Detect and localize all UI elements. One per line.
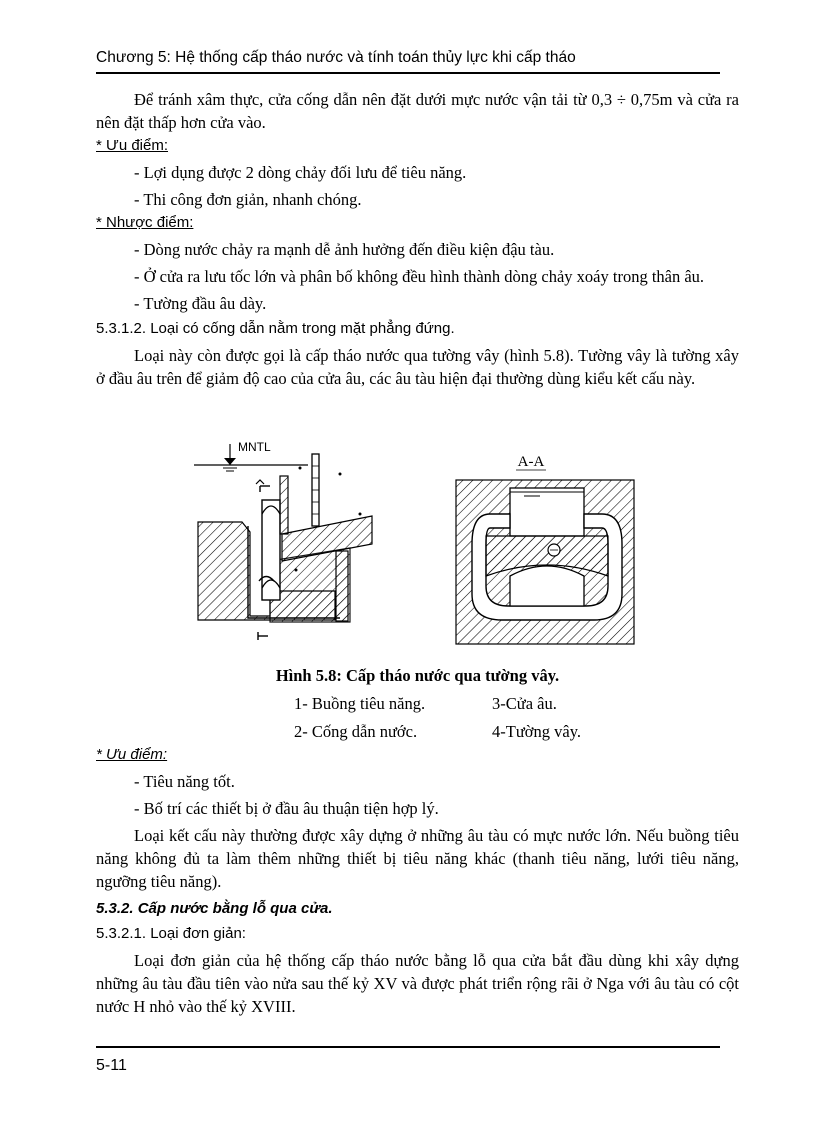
chapter-header: Chương 5: Hệ thống cấp tháo nước và tính toán thủy lực khi cấp tháo — [96, 49, 576, 66]
intro-paragraph: Để tránh xâm thực, cửa cống dẫn nên đặt dưới mực nước vận tải từ 0,3 ÷ 0,75m và cửa ra nên đặt thấp hơn cửa vào. — [96, 90, 739, 132]
legend-item-2: 2- Cống dẫn nước. — [294, 722, 418, 741]
section-label: A-A — [517, 454, 545, 470]
energy-dissipation-chamber — [336, 551, 348, 621]
advantage-item-4: - Bố trí các thiết bị ở đầu âu thuận tiện hợp lý. — [134, 799, 439, 818]
disadvantage-item-1: - Dòng nước chảy ra mạnh dễ ảnh hưởng đến điều kiện đậu tàu. — [134, 240, 555, 259]
advantage-item-3: - Tiêu năng tốt. — [134, 772, 235, 791]
footer-rule — [96, 1046, 720, 1048]
advantages-title-2: * Ưu điểm: — [96, 746, 168, 763]
advantages-heading-1 — [96, 134, 739, 157]
vertical-conduit — [262, 500, 280, 600]
enclosing-wall — [280, 476, 288, 534]
arched-chamber — [510, 566, 584, 606]
section-heading-532: 5.3.2. Cấp nước bằng lỗ qua cửa. — [96, 900, 333, 917]
disadvantage-item-3: - Tường đầu âu dày. — [134, 294, 267, 313]
water-level-marker-icon — [224, 458, 236, 465]
legend-item-3: 3-Cửa âu. — [492, 694, 557, 713]
disadvantage-item-2: - Ở cửa ra lưu tốc lớn và phân bố không đều hình thành dòng chảy xoáy trong thân âu. — [134, 267, 705, 286]
advantage-item-1: - Lợi dụng được 2 dòng chảy đối lưu để tiêu năng. — [134, 163, 467, 182]
flow-arrow-icon — [256, 480, 264, 484]
longitudinal-section — [194, 440, 372, 640]
text-block-lower — [96, 743, 739, 1018]
advantages-heading-2 — [96, 743, 739, 766]
paragraph-large-head: Loại kết cấu này thường được xây dựng ở những âu tàu có mực nước lớn. Nếu buồng tiêu năng không đủ ta làm thêm những thiết bị tiêu năng khác (thanh tiêu năng, lưới tiêu năng, ngưỡng tiêu năng). — [96, 826, 739, 891]
advantage-item-2: - Thi công đơn giản, nhanh chóng. — [134, 190, 362, 209]
paragraph-5321: Loại đơn giản của hệ thống cấp tháo nước bằng lỗ qua cửa bắt đầu dùng khi xây dựng những âu tàu đầu tiên vào nửa sau thế kỷ XV và được phát triển rộng rãi ở Nga với âu tàu có cột nước H nhỏ vào thế kỷ XVIII. — [96, 951, 739, 1016]
text-block-upper — [96, 88, 739, 390]
mntl-label: MNTL — [238, 440, 271, 454]
legend-item-4: 4-Tường vây. — [492, 722, 581, 741]
disadvantages-title: * Nhược điểm: — [96, 214, 194, 231]
section-heading-5312: 5.3.1.2. Loại có cống dẫn nằm trong mặt phẳng đứng. — [96, 320, 455, 337]
legend-item-1: 1- Buồng tiêu năng. — [294, 694, 426, 713]
cross-section-a-a — [456, 454, 634, 644]
header-rule — [96, 72, 720, 74]
lock-chamber-upper — [510, 488, 584, 536]
figure-caption: Hình 5.8: Cấp tháo nước qua tường vây. — [275, 666, 560, 685]
section-heading-5321: 5.3.2.1. Loại đơn giản: — [96, 925, 246, 942]
paragraph-5312: Loại này còn được gọi là cấp tháo nước qua tường vây (hình 5.8). Tường vây là tường xây ở đầu âu trên để giảm độ cao của cửa âu, các âu tàu hiện đại thường dùng kiểu kết cấu này. — [96, 346, 739, 388]
page-number: 5-11 — [96, 1057, 127, 1074]
figure-5-8 — [190, 436, 640, 652]
disadvantages-heading — [96, 211, 739, 234]
advantages-title-1: * Ưu điểm: — [96, 137, 169, 154]
